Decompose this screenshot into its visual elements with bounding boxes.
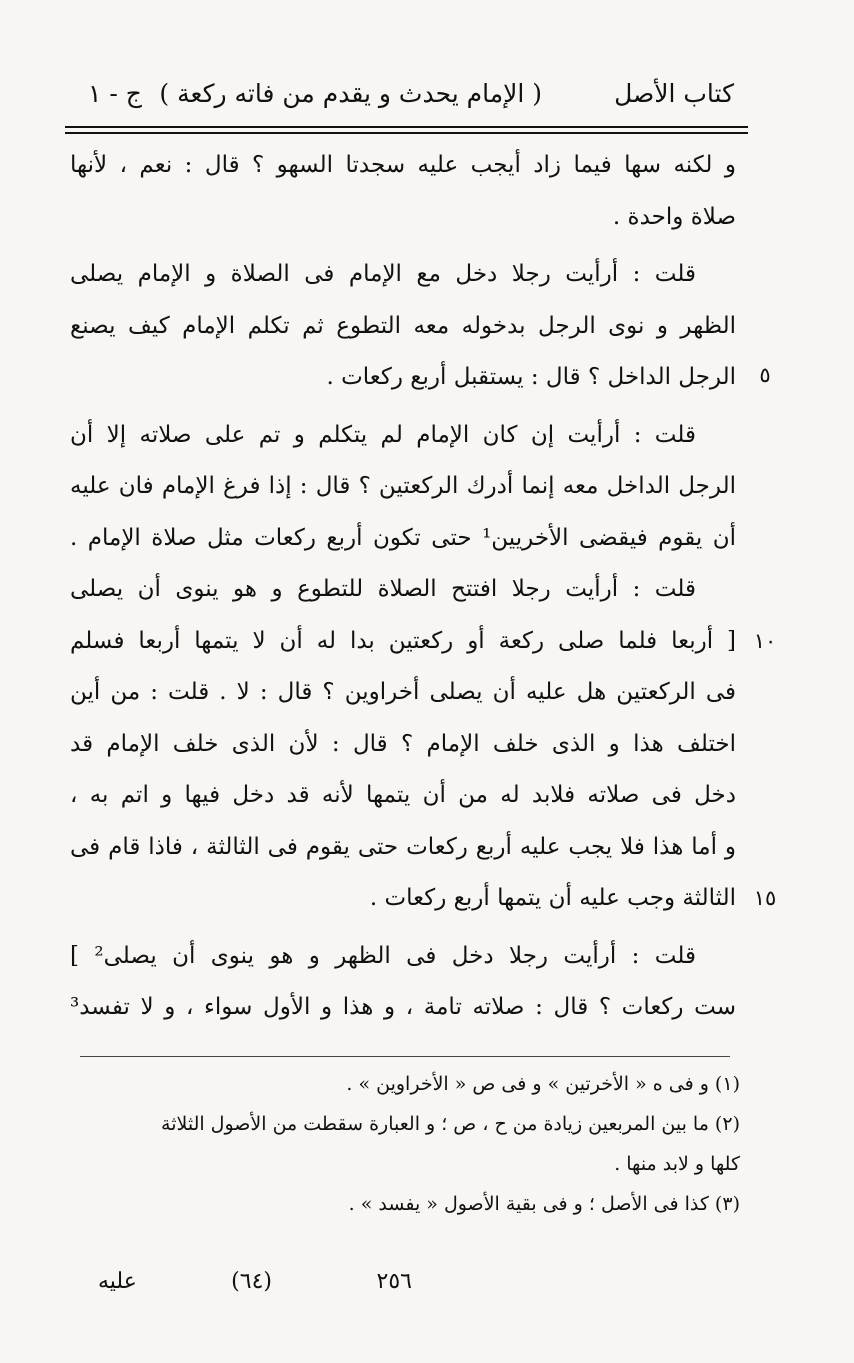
text-line: قلت : أرأيت إن كان الإمام لم يتكلم و تم على صلاته إلا أن bbox=[70, 421, 696, 448]
text-line: قلت : أرأيت رجلا دخل مع الإمام فى الصلاة و الإمام يصلى bbox=[70, 261, 696, 287]
main-text bbox=[70, 140, 777, 1034]
text-line: أن يقوم فيقضى الأخريين¹ حتى تكون أربع ركعات مثل صلاة الإمام . bbox=[70, 524, 736, 551]
chapter-title: ( الإمام يحدث و يقدم من فاته ركعة ) bbox=[159, 79, 542, 108]
text-line: الثالثة وجب عليه أن يتمها أربع ركعات . bbox=[369, 885, 736, 911]
text-line: و أما هذا فلا يجب عليه أربع ركعات حتى يقوم فى الثالثة ، فاذا قام فى bbox=[70, 833, 736, 860]
line-number: ١٥ bbox=[753, 886, 777, 910]
text-line: ست ركعات ؟ قال : صلاته تامة ، و هذا و الأول سواء ، و لا تفسد³ bbox=[70, 994, 736, 1020]
text-line: و لكنه سها فيما زاد أيجب عليه سجدتا السهو ؟ قال : نعم ، لأنها bbox=[70, 152, 736, 178]
footnote-separator bbox=[80, 1056, 730, 1057]
footnote: (٢) ما بين المربعين زيادة من ح ، ص ؛ و العبارة سقطت من الأصول الثلاثة bbox=[161, 1113, 740, 1135]
header-rule bbox=[65, 126, 748, 128]
text-line: صلاة واحدة . bbox=[612, 203, 736, 230]
text-line: دخل فى صلاته فلابد له من أن يتمها لأنه قد دخل فيها و اتم به ، bbox=[70, 782, 736, 808]
page-footer bbox=[70, 1262, 742, 1302]
footnote-continuation: كلها و لابد منها . bbox=[614, 1153, 740, 1175]
text-line: قلت : أرأيت رجلا افتتح الصلاة للتطوع و هو ينوى أن يصلى bbox=[70, 576, 696, 602]
footnote: (٣) كذا فى الأصل ؛ و فى بقية الأصول « يفسد » . bbox=[348, 1193, 740, 1215]
folio-number: (٦٤) bbox=[231, 1269, 272, 1294]
book-title: كتاب الأصل bbox=[614, 79, 734, 108]
line-number: ٥ bbox=[759, 363, 771, 387]
text-line: اختلف هذا و الذى خلف الإمام ؟ قال : لأن الذى خلف الإمام قد bbox=[70, 730, 736, 757]
running-header bbox=[70, 68, 742, 120]
footnote: (١) و فى ه « الأخرتين » و فى ص « الأخراوين » . bbox=[346, 1073, 740, 1095]
catchword: عليه bbox=[98, 1269, 137, 1294]
text-line: فى الركعتين هل عليه أن يصلى أخراوين ؟ قال : لا . قلت : من أين bbox=[70, 679, 736, 705]
volume-number: ج - ١ bbox=[88, 79, 142, 108]
text-line: الظهر و نوى الرجل بدخوله معه التطوع ثم تكلم الإمام كيف يصنع bbox=[70, 312, 736, 339]
text-line: الرجل الداخل معه إنما أدرك الركعتين ؟ قال : إذا فرغ الإمام فان عليه bbox=[70, 473, 736, 499]
text-line: الرجل الداخل ؟ قال : يستقبل أربع ركعات . bbox=[326, 364, 736, 390]
footnotes bbox=[80, 1064, 740, 1224]
page-number: ٢٥٦ bbox=[376, 1269, 412, 1294]
line-number: ١٠ bbox=[753, 629, 777, 653]
header-rule-double bbox=[65, 132, 748, 134]
text-line: [ أربعا فلما صلى ركعة أو ركعتين بدا له أن لا يتمها أربعا فسلم bbox=[70, 627, 736, 654]
text-line: قلت : أرأيت رجلا دخل فى الظهر و هو ينوى أن يصلى² ] bbox=[70, 942, 696, 969]
